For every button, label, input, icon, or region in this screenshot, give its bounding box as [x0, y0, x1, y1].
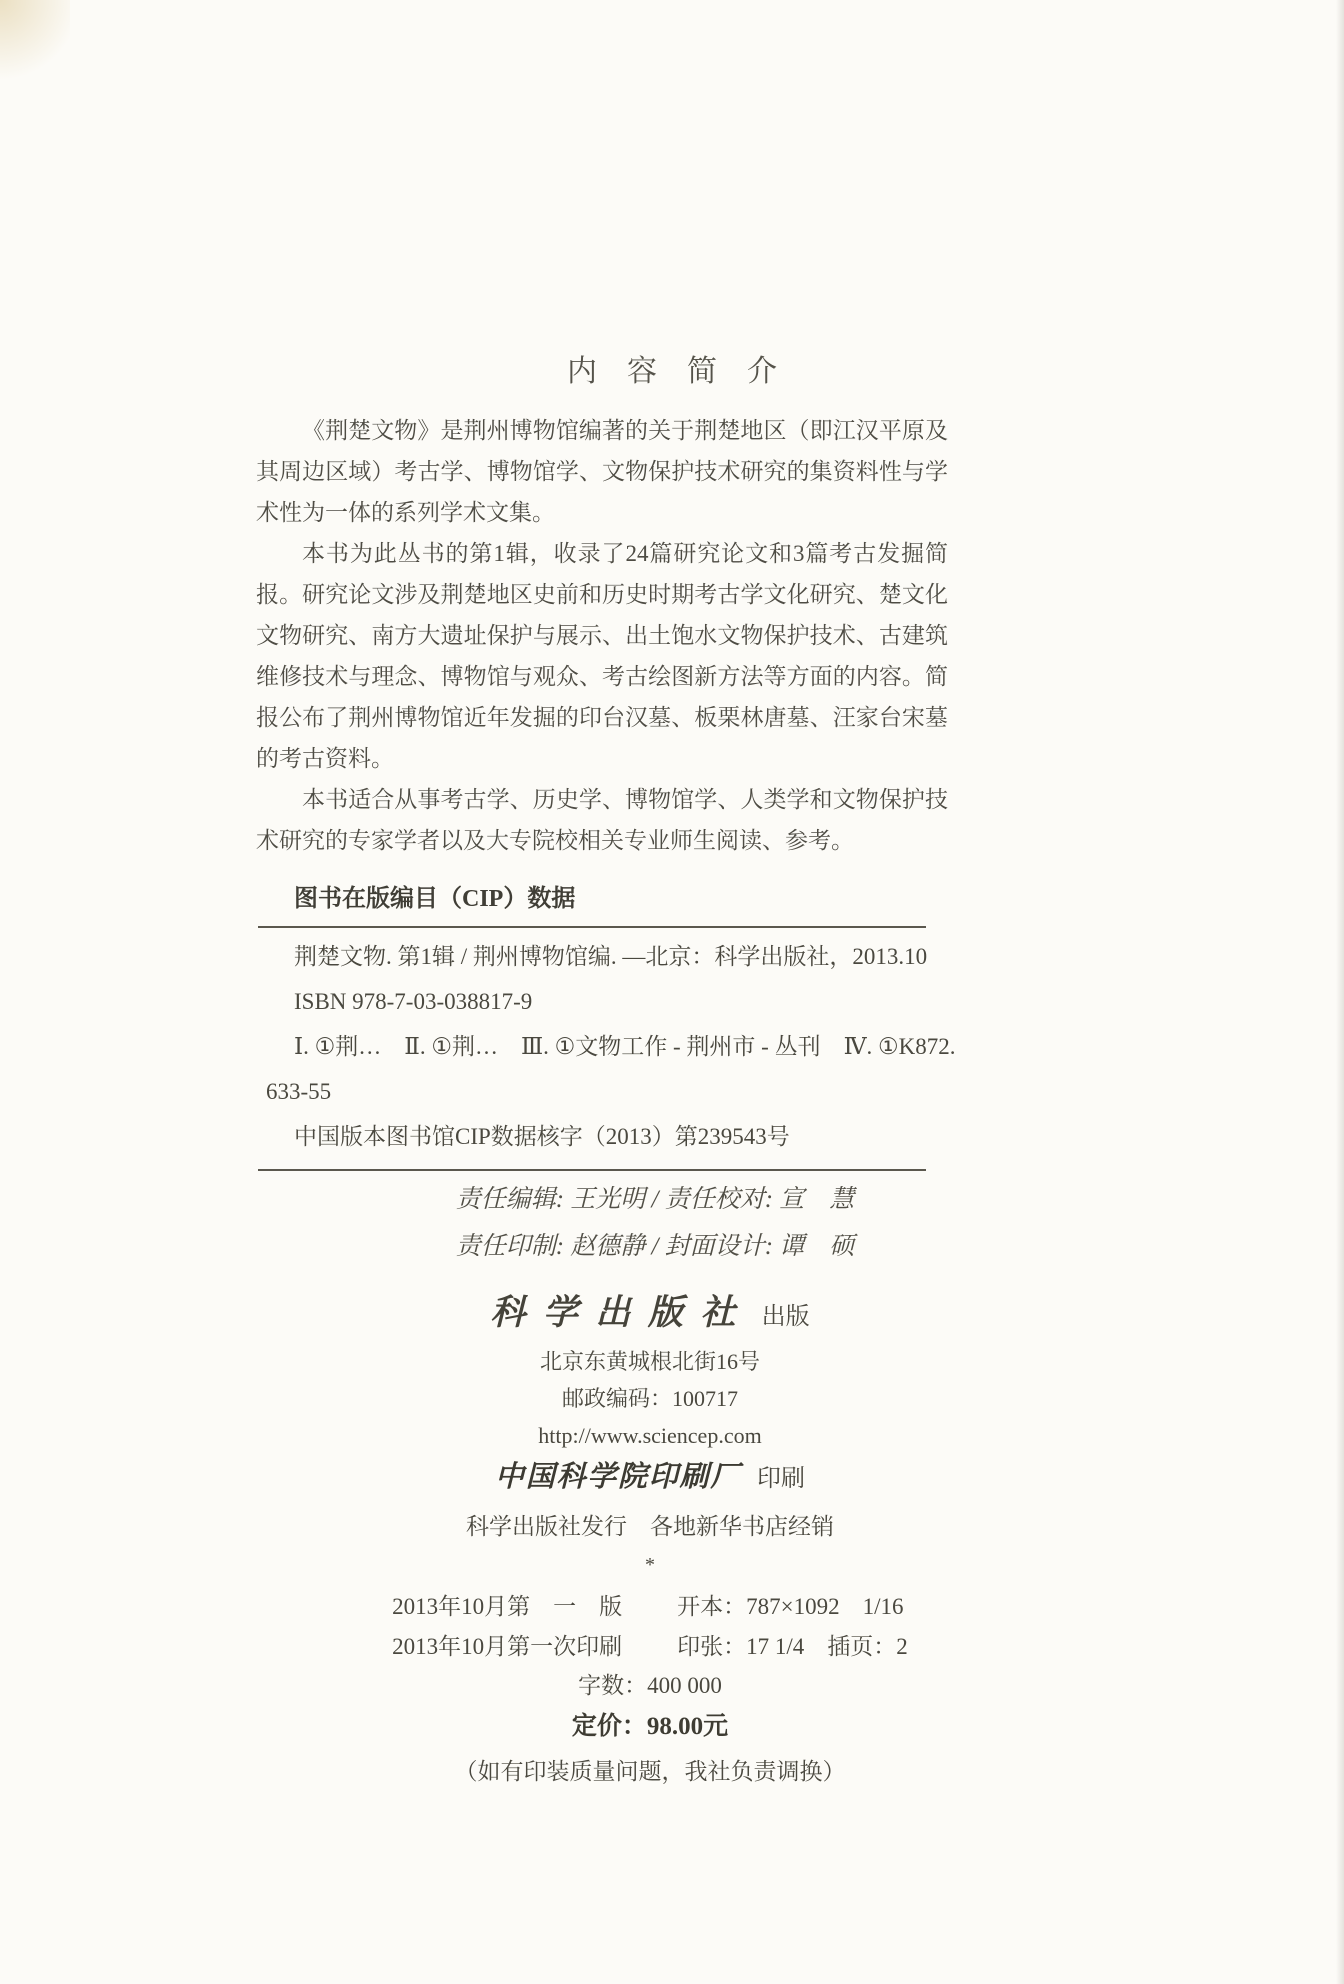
intro-paragraph: 本书为此丛书的第1辑，收录了24篇研究论文和3篇考古发掘简报。研究论文涉及荆楚地区史前和历史时期考古学文化研究、楚文化文物研究、南方大遗址保护与展示、出土饱水文物保护技术、古建筑维修技术与理念、博物馆与观众、考古绘图新方法等方面的内容。简报公布了荆州博物馆近年发掘的印台汉墓、板栗林唐墓、汪家台宋墓的考古资料。: [256, 541, 948, 771]
publisher-suffix: 出版: [761, 1304, 810, 1330]
content-intro-title: 内 容 简 介: [567, 355, 777, 388]
staff-line-editors: 责任编辑: 王光明 / 责任校对: 宣 慧: [455, 1186, 855, 1213]
intro-paragraph: 《荆楚文物》是荆州博物馆编著的关于荆楚地区（即江汉平原及其周边区域）考古学、博物馆学、文物保护技术研究的集资料性与学术性为一体的系列学术文集。: [256, 418, 948, 525]
cip-classification-line: Ⅰ. ①荆… Ⅱ. ①荆… Ⅲ. ①文物工作 - 荆州市 - 丛刊 Ⅳ. ①K872.: [294, 1034, 956, 1059]
quality-notice: （如有印装质量问题，我社负责调换）: [454, 1759, 846, 1784]
sheets-inserts-info: 印张：17 1/4 插页：2: [677, 1634, 908, 1659]
staff-credits: [0, 1176, 1310, 1270]
printer-logo: 中国科学院印刷厂: [495, 1461, 741, 1493]
publisher-address: 北京东黄城根北街16号: [539, 1349, 760, 1374]
word-count: 字数：400 000: [578, 1673, 722, 1698]
format-info: 开本：787×1092 1/16: [677, 1594, 904, 1619]
colophon-block: [0, 1290, 1300, 1795]
cip-top-rule: [258, 926, 926, 928]
cip-isbn-line: ISBN 978-7-03-038817-9: [294, 989, 533, 1014]
distribution-line: 科学出版社发行 各地新华书店经销: [466, 1514, 834, 1539]
publisher-website: http://www.sciencep.com: [538, 1423, 762, 1448]
separator-star: *: [645, 1554, 655, 1576]
printing-date: 2013年10月第一次印刷: [392, 1634, 623, 1659]
intro-paragraph: 本书适合从事考古学、历史学、博物馆学、人类学和文物保护技术研究的专家学者以及大专院校相关专业师生阅读、参考。: [256, 787, 948, 853]
cip-classification-continuation: 633-55: [266, 1079, 332, 1104]
publisher-postcode: 邮政编码：100717: [561, 1386, 738, 1411]
edition-info-grid: [392, 1587, 908, 1667]
price: 定价：98.00元: [571, 1713, 729, 1740]
cip-heading: 图书在版编目（CIP）数据: [294, 886, 576, 912]
cip-registry-line: 中国版本图书馆CIP数据核字（2013）第239543号: [294, 1124, 790, 1149]
cip-bottom-rule: [258, 1169, 926, 1171]
content-intro-body: [256, 410, 948, 861]
printer-line: [0, 1454, 1300, 1505]
edition-date-first: 2013年10月第 一 版: [392, 1594, 623, 1619]
publisher-logo: 科学出版社: [490, 1293, 753, 1332]
publisher-line: [0, 1290, 1300, 1343]
printer-suffix: 印刷: [756, 1466, 805, 1492]
cip-record-line: 荆楚文物. 第1辑 / 荆州博物馆编. —北京：科学出版社，2013.10: [294, 944, 928, 969]
staff-line-print-design: 责任印制: 赵德静 / 封面设计: 谭 硕: [455, 1233, 855, 1260]
cip-data-block: [258, 878, 956, 1171]
